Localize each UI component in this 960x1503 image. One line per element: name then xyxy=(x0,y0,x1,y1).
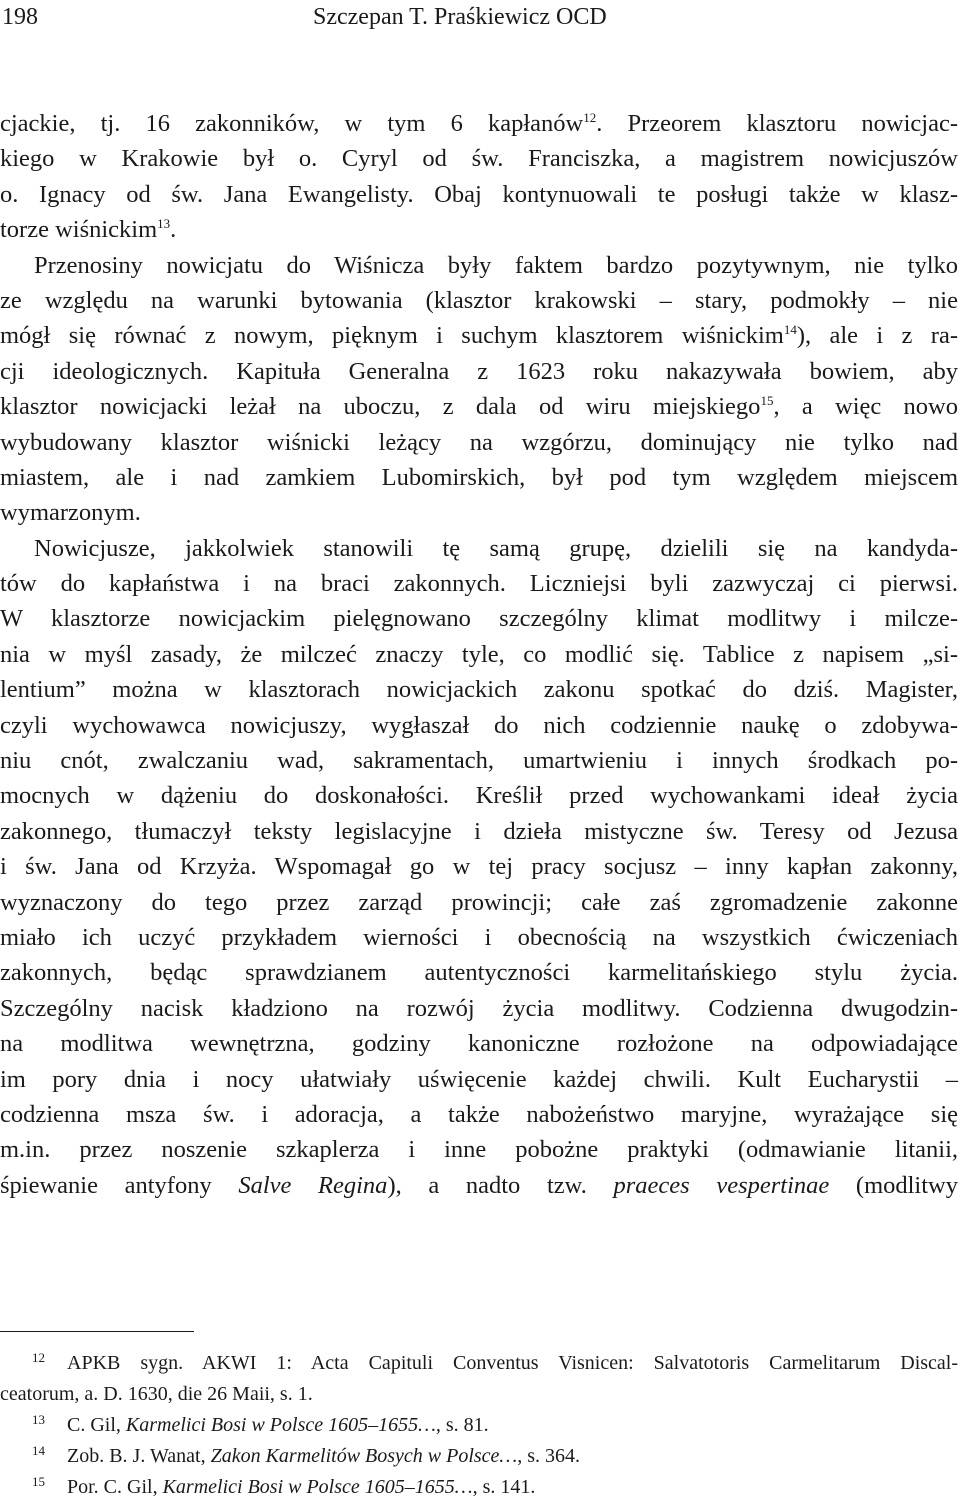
text-line xyxy=(0,389,958,424)
footnote-text: APKB sygn. AKWI 1: Acta Capituli Conventus Visnicen: Salvatotoris Carmelitarum Discal- xyxy=(67,1352,958,1374)
text-line: miało ich uczyć przykładem wierności i obecnością na wszystkich ćwiczeniach xyxy=(0,923,958,951)
text-line: Szczególny nacisk kładziono na rozwój życia modlitwy. Codzienna dwugodzin- xyxy=(0,994,958,1022)
text-span: torze wiśnickim xyxy=(0,216,158,244)
footnote-number: 14 xyxy=(32,1443,45,1458)
footnote-14 xyxy=(0,1441,958,1472)
footnote-text: Zob. B. J. Wanat, xyxy=(67,1445,211,1467)
text-line: zakonnego, tłumaczył teksty legislacyjne i dzieła mistyczne św. Teresy od Jezusa xyxy=(0,817,958,845)
italic-term: praeces vespertinae xyxy=(613,1171,830,1199)
text-line xyxy=(0,1168,958,1203)
text-line: czyli wychowawca nowicjuszy, wygłaszał do nich codziennie naukę o zdobywa- xyxy=(0,711,958,739)
text-span: . Przeorem klasztoru nowicjac- xyxy=(596,110,958,137)
footnote-text: Por. C. Gil, xyxy=(67,1476,163,1498)
text-line: zakonnych, będąc sprawdzianem autentyczności karmelitańskiego stylu życia. xyxy=(0,959,958,987)
footnote-ref-12: 12 xyxy=(583,110,597,125)
footnote-text: , s. 141. xyxy=(472,1476,536,1498)
footnote-ref-13: 13 xyxy=(157,216,171,232)
footnote-12 xyxy=(0,1348,958,1379)
text-line: im pory dnia i nocy ułatwiały uświęcenie każdej chwili. Kult Eucharystii – xyxy=(0,1065,958,1093)
text-line: Nowicjusze, jakkolwiek stanowili tę samą grupę, dzielili się na kandyda- xyxy=(34,534,958,562)
running-header xyxy=(0,0,960,34)
text-line xyxy=(0,106,958,141)
text-span: mógł się równać z nowym, pięknym i suchym klasztorem wiśnickim xyxy=(0,322,784,350)
text-line: niu cnót, zwalczaniu wad, sakramentach, umartwieniu i innych środkach po- xyxy=(0,747,958,775)
text-span: ), a nadto tzw. xyxy=(387,1171,614,1199)
text-line: mocnych w dążeniu do doskonałości. Kreślił przed wychowankami ideał życia xyxy=(0,782,958,810)
text-line: tów do kapłaństwa i na braci zakonnych. Liczniejsi byli zazwyczaj ci pierwsi. xyxy=(0,570,958,598)
footnote-ref-14: 14 xyxy=(783,322,797,338)
footnote-12-cont: ceatorum, a. D. 1630, die 26 Maii, s. 1. xyxy=(0,1383,313,1405)
footnote-13 xyxy=(0,1410,958,1441)
footnote-title: Karmelici Bosi w Polsce 1605–1655… xyxy=(162,1476,473,1498)
footnote-text: , s. 364. xyxy=(517,1445,581,1467)
footnote-text: C. Gil, xyxy=(67,1414,126,1436)
text-span: śpiewanie antyfony xyxy=(0,1171,239,1199)
text-span: (modlitwy xyxy=(829,1171,958,1199)
text-line: ze względu na warunki bytowania (klasztor krakowski – stary, podmokły – nie xyxy=(0,286,958,314)
footnote-number: 13 xyxy=(32,1412,45,1427)
text-line: o. Ignacy od św. Jana Ewangelisty. Obaj kontynuowali te posługi także w klasz- xyxy=(0,180,958,208)
italic-title: Salve Regina xyxy=(238,1171,388,1199)
text-line xyxy=(0,318,958,353)
text-line: W klasztorze nowicjackim pielęgnowano szczególny klimat modlitwy i milcze- xyxy=(0,605,958,633)
text-line: i św. Jana od Krzyża. Wspomagał go w tej pracy socjusz – inny kapłan zakonny, xyxy=(0,853,958,881)
footnote-text: , s. 81. xyxy=(435,1414,489,1436)
text-span: klasztor nowicjacki leżał na uboczu, z dala od wiru miejskiego xyxy=(0,393,761,421)
text-span: cjackie, tj. 16 zakonników, w tym 6 kapłanów xyxy=(0,110,584,137)
text-line: kiego w Krakowie był o. Cyryl od św. Franciszka, a magistrem nowicjuszów xyxy=(0,145,958,173)
text-line: wybudowany klasztor wiśnicki leżący na wzgórzu, dominujący nie tylko nad xyxy=(0,428,958,456)
text-line: miastem, ale i nad zamkiem Lubomirskich, był pod tym względem miejscem xyxy=(0,463,958,491)
footnote-number: 12 xyxy=(32,1350,45,1365)
text-line: m.in. przez noszenie szkaplerza i inne pobożne praktyki (odmawianie litanii, xyxy=(0,1136,958,1164)
running-title: Szczepan T. Praśkiewicz OCD xyxy=(313,4,607,30)
text-line: wymarzonym. xyxy=(0,499,141,527)
footnotes xyxy=(0,1348,958,1503)
footnote-15 xyxy=(0,1472,958,1503)
body-text xyxy=(0,106,958,1203)
text-line: Przenosiny nowicjatu do Wiśnicza były faktem bardzo pozytywnym, nie tylko xyxy=(34,251,958,279)
footnote-number: 15 xyxy=(32,1474,45,1489)
text-span: , a więc nowo xyxy=(773,393,958,421)
footnote-separator xyxy=(0,1331,194,1332)
text-span: ), ale i z ra- xyxy=(796,322,958,350)
text-span: . xyxy=(170,216,177,244)
footnote-title: Karmelici Bosi w Polsce 1605–1655… xyxy=(125,1414,436,1436)
text-line: lentium” można w klasztorach nowicjackich zakonu spotkać do dziś. Magister, xyxy=(0,676,958,704)
page-number: 198 xyxy=(2,4,38,30)
text-line: na modlitwa wewnętrzna, godziny kanoniczne rozłożone na odpowiadające xyxy=(0,1030,958,1058)
text-line: nia w myśl zasady, że milczeć znaczy tyle, co modlić się. Tablice z napisem „si- xyxy=(0,640,958,668)
text-line: codzienna msza św. i adoracja, a także nabożeństwo maryjne, wyrażające się xyxy=(0,1100,958,1128)
footnote-title: Zakon Karmelitów Bosych w Polsce… xyxy=(210,1445,518,1467)
footnote-ref-15: 15 xyxy=(760,393,774,409)
text-line xyxy=(0,212,958,247)
text-line: cji ideologicznych. Kapituła Generalna z 1623 roku nakazywała bowiem, aby xyxy=(0,357,958,385)
text-line: wyznaczony do tego przez zarząd prowincji; całe zaś zgromadzenie zakonne xyxy=(0,888,958,916)
